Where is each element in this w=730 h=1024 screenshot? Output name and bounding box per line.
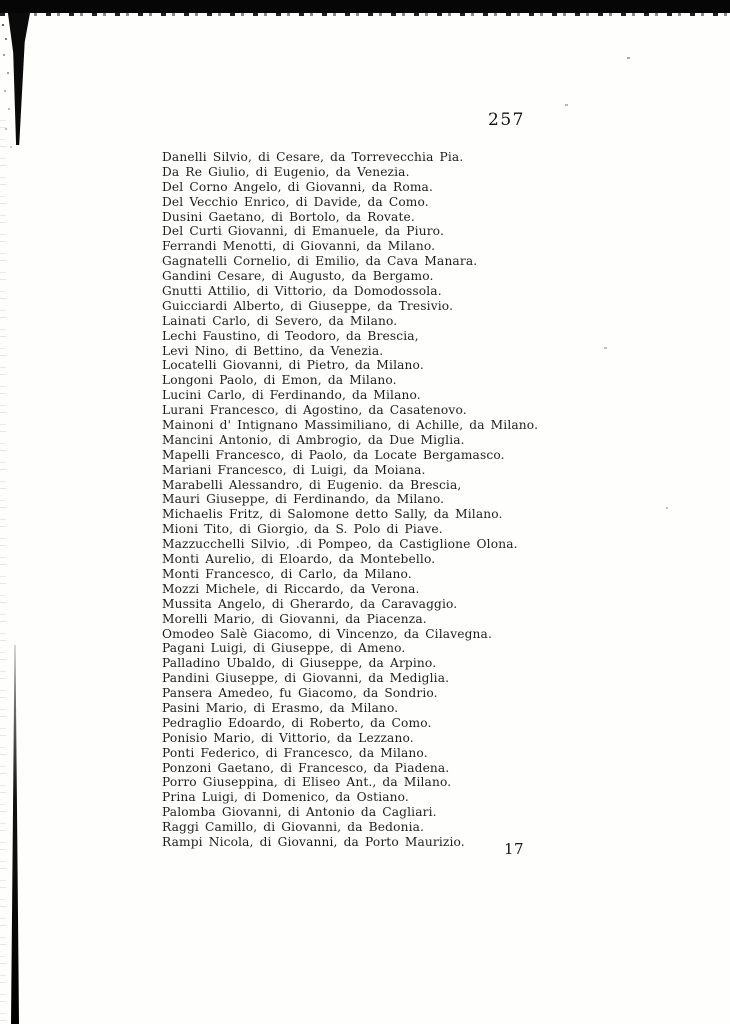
page-number: 257 xyxy=(488,110,525,130)
register-entry: Mazzucchelli Silvio, .di Pompeo, da Castiglione Olona. xyxy=(162,537,518,552)
scan-left-edge-noise xyxy=(0,120,6,1024)
register-entry: Prina Luigi, di Domenico, da Ostiano. xyxy=(162,790,409,805)
register-entry: Pansera Amedeo, fu Giacomo, da Sondrio. xyxy=(162,686,438,701)
scan-top-edge-artifact xyxy=(0,0,730,13)
register-entry: Danelli Silvio, di Cesare, da Torrevecchia Pia. xyxy=(162,150,464,164)
scan-speck xyxy=(627,57,630,59)
register-entry: Del Curti Giovanni, di Emanuele, da Piuro. xyxy=(162,224,444,239)
scan-speck xyxy=(666,507,668,509)
register-entry: Del Corno Angelo, di Giovanni, da Roma. xyxy=(162,179,433,194)
scan-speckle-artifact xyxy=(2,24,4,26)
register-entry: Pagani Luigi, di Giuseppe, di Ameno. xyxy=(162,641,406,656)
register-entry: Mainoni d' Intignano Massimiliano, di Achille, da Milano. xyxy=(162,418,539,433)
register-entry: Locatelli Giovanni, di Pietro, da Milano. xyxy=(162,358,424,373)
register-entry: Ponti Federico, di Francesco, da Milano. xyxy=(162,745,428,760)
register-entry: Porro Giuseppina, di Eliseo Ant., da Milano. xyxy=(162,775,452,790)
scan-speck xyxy=(565,104,568,106)
register-entry: Longoni Paolo, di Emon, da Milano. xyxy=(162,373,397,388)
register-entry: Dusini Gaetano, di Bortolo, da Rovate. xyxy=(162,209,415,224)
register-entry: Gagnatelli Cornelio, di Emilio, da Cava Manara. xyxy=(162,254,478,269)
register-entry: Mussita Angelo, di Gherardo, da Caravaggio. xyxy=(162,596,458,611)
register-entry: Da Re Giulio, di Eugenio, da Venezia. xyxy=(162,164,410,179)
register-entry: Monti Aurelio, di Eloardo, da Montebello. xyxy=(162,552,436,567)
name-register-list xyxy=(162,150,622,850)
register-entry: Del Vecchio Enrico, di Davide, da Como. xyxy=(162,194,429,209)
register-entry: Ponzoni Gaetano, di Francesco, da Piadena. xyxy=(162,760,450,775)
register-entry: Ponisio Mario, di Vittorio, da Lezzano. xyxy=(162,730,414,745)
register-entry: Michaelis Fritz, di Salomone detto Sally, da Milano. xyxy=(162,507,503,522)
register-entry: Palladino Ubaldo, di Giuseppe, da Arpino. xyxy=(162,656,437,671)
register-entry: Gnutti Attilio, di Vittorio, da Domodossola. xyxy=(162,284,442,299)
scan-corner-ink-artifact xyxy=(6,13,30,145)
register-entry: Levi Nino, di Bettino, da Venezia. xyxy=(162,343,384,358)
register-entry: Mioni Tito, di Giorgio, da S. Polo di Piave. xyxy=(162,522,443,537)
register-entry: Pedraglio Edoardo, di Roberto, da Como. xyxy=(162,715,432,730)
register-entry: Lucini Carlo, di Ferdinando, da Milano. xyxy=(162,388,421,403)
scan-binding-line-artifact xyxy=(11,645,19,1024)
register-entry: Rampi Nicola, di Giovanni, da Porto Maurizio. xyxy=(162,834,465,849)
register-entry: Monti Francesco, di Carlo, da Milano. xyxy=(162,566,412,581)
register-entry: Raggi Camillo, di Giovanni, da Bedonia. xyxy=(162,820,425,835)
register-entry: Palomba Giovanni, di Antonio da Cagliari. xyxy=(162,805,437,820)
register-entry: Pandini Giuseppe, di Giovanni, da Mediglia. xyxy=(162,671,450,686)
register-entry: Mozzi Michele, di Riccardo, da Verona. xyxy=(162,581,420,596)
register-entry: Omodeo Salè Giacomo, di Vincenzo, da Cilavegna. xyxy=(162,626,492,641)
register-entry: Gandini Cesare, di Augusto, da Bergamo. xyxy=(162,269,434,284)
register-entry: Morelli Mario, di Giovanni, da Piacenza. xyxy=(162,611,427,626)
register-entry: Mapelli Francesco, di Paolo, da Locate Bergamasco. xyxy=(162,447,505,462)
register-entry: Pasini Mario, di Erasmo, da Milano. xyxy=(162,700,399,715)
register-entry: Lechi Faustino, di Teodoro, da Brescia, xyxy=(162,328,419,343)
register-entry: Mancini Antonio, di Ambrogio, da Due Miglia. xyxy=(162,432,465,447)
register-entry: Lurani Francesco, di Agostino, da Casatenovo. xyxy=(162,403,467,418)
register-entry: Mariani Francesco, di Luigi, da Moiana. xyxy=(162,462,426,477)
signature-number: 17 xyxy=(504,840,525,858)
register-entry: Lainati Carlo, di Severo, da Milano. xyxy=(162,313,398,328)
register-entry: Guicciardi Alberto, di Giuseppe, da Tresivio. xyxy=(162,298,454,313)
register-entry: Marabelli Alessandro, di Eugenio. da Brescia, xyxy=(162,477,462,492)
register-entry: Mauri Giuseppe, di Ferdinando, da Milano. xyxy=(162,492,445,507)
register-entry: Ferrandi Menotti, di Giovanni, da Milano. xyxy=(162,239,436,254)
